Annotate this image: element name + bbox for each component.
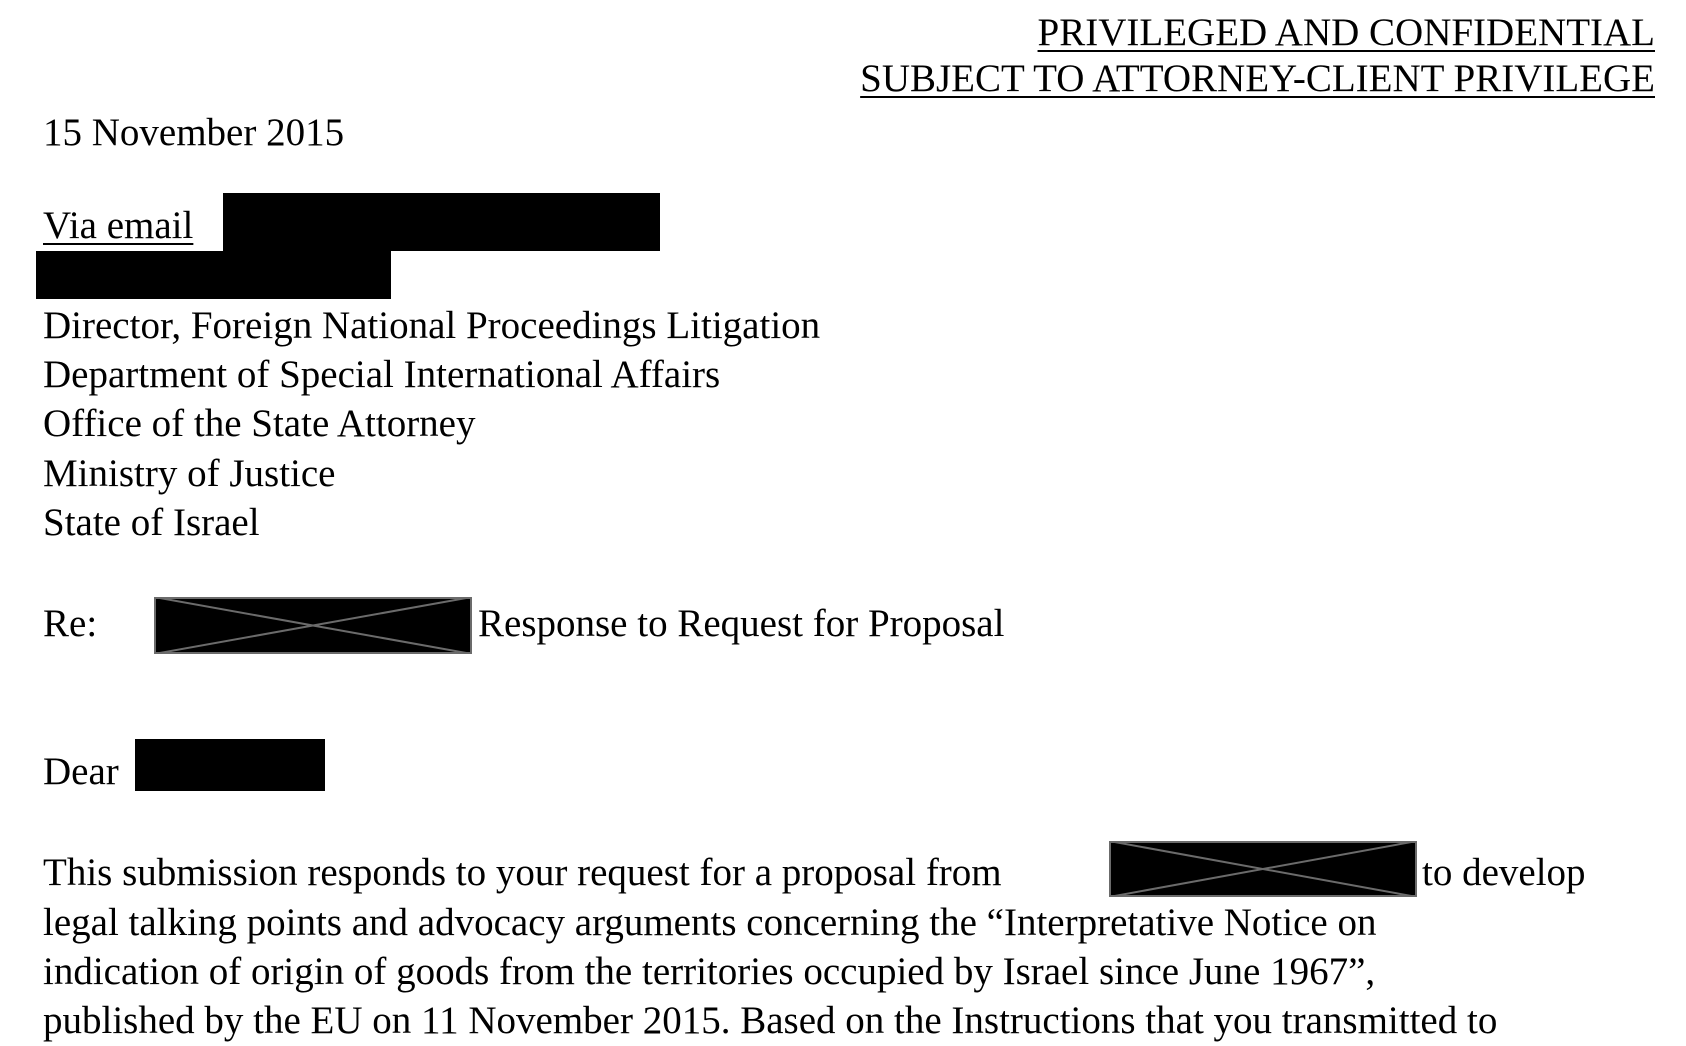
re-subject: Response to Request for Proposal bbox=[478, 602, 1005, 645]
privileged-header-line1: PRIVILEGED AND CONFIDENTIAL bbox=[1037, 11, 1655, 54]
redacted-email-block bbox=[223, 193, 660, 251]
re-label: Re: bbox=[43, 602, 98, 645]
body-line-1b: to develop bbox=[1422, 851, 1586, 894]
redacted-firm-name-re bbox=[154, 597, 472, 654]
privileged-header-line2: SUBJECT TO ATTORNEY-CLIENT PRIVILEGE bbox=[860, 57, 1655, 100]
address-line-title: Director, Foreign National Proceedings Litigation bbox=[43, 304, 821, 347]
redacted-recipient-name bbox=[36, 251, 391, 299]
via-email-label: Via email bbox=[43, 204, 194, 247]
address-line-office: Office of the State Attorney bbox=[43, 402, 476, 445]
body-line-4: published by the EU on 11 November 2015. Based on the Instructions that you transmitted to bbox=[43, 999, 1498, 1042]
redacted-salutation-name bbox=[135, 739, 325, 791]
letter-date: 15 November 2015 bbox=[43, 111, 345, 154]
body-line-3: indication of origin of goods from the territories occupied by Israel since June 1967”, bbox=[43, 950, 1376, 993]
address-line-department: Department of Special International Affairs bbox=[43, 353, 721, 396]
address-line-state: State of Israel bbox=[43, 501, 260, 544]
redaction-cross-icon bbox=[1109, 841, 1417, 897]
salutation: Dear bbox=[43, 750, 119, 793]
body-line-1a: This submission responds to your request for a proposal from bbox=[43, 851, 1002, 894]
redacted-firm-name-body bbox=[1109, 841, 1417, 897]
body-line-2: legal talking points and advocacy arguments concerning the “Interpretative Notice on bbox=[43, 901, 1377, 944]
address-line-ministry: Ministry of Justice bbox=[43, 452, 336, 495]
redaction-cross-icon bbox=[154, 597, 472, 654]
